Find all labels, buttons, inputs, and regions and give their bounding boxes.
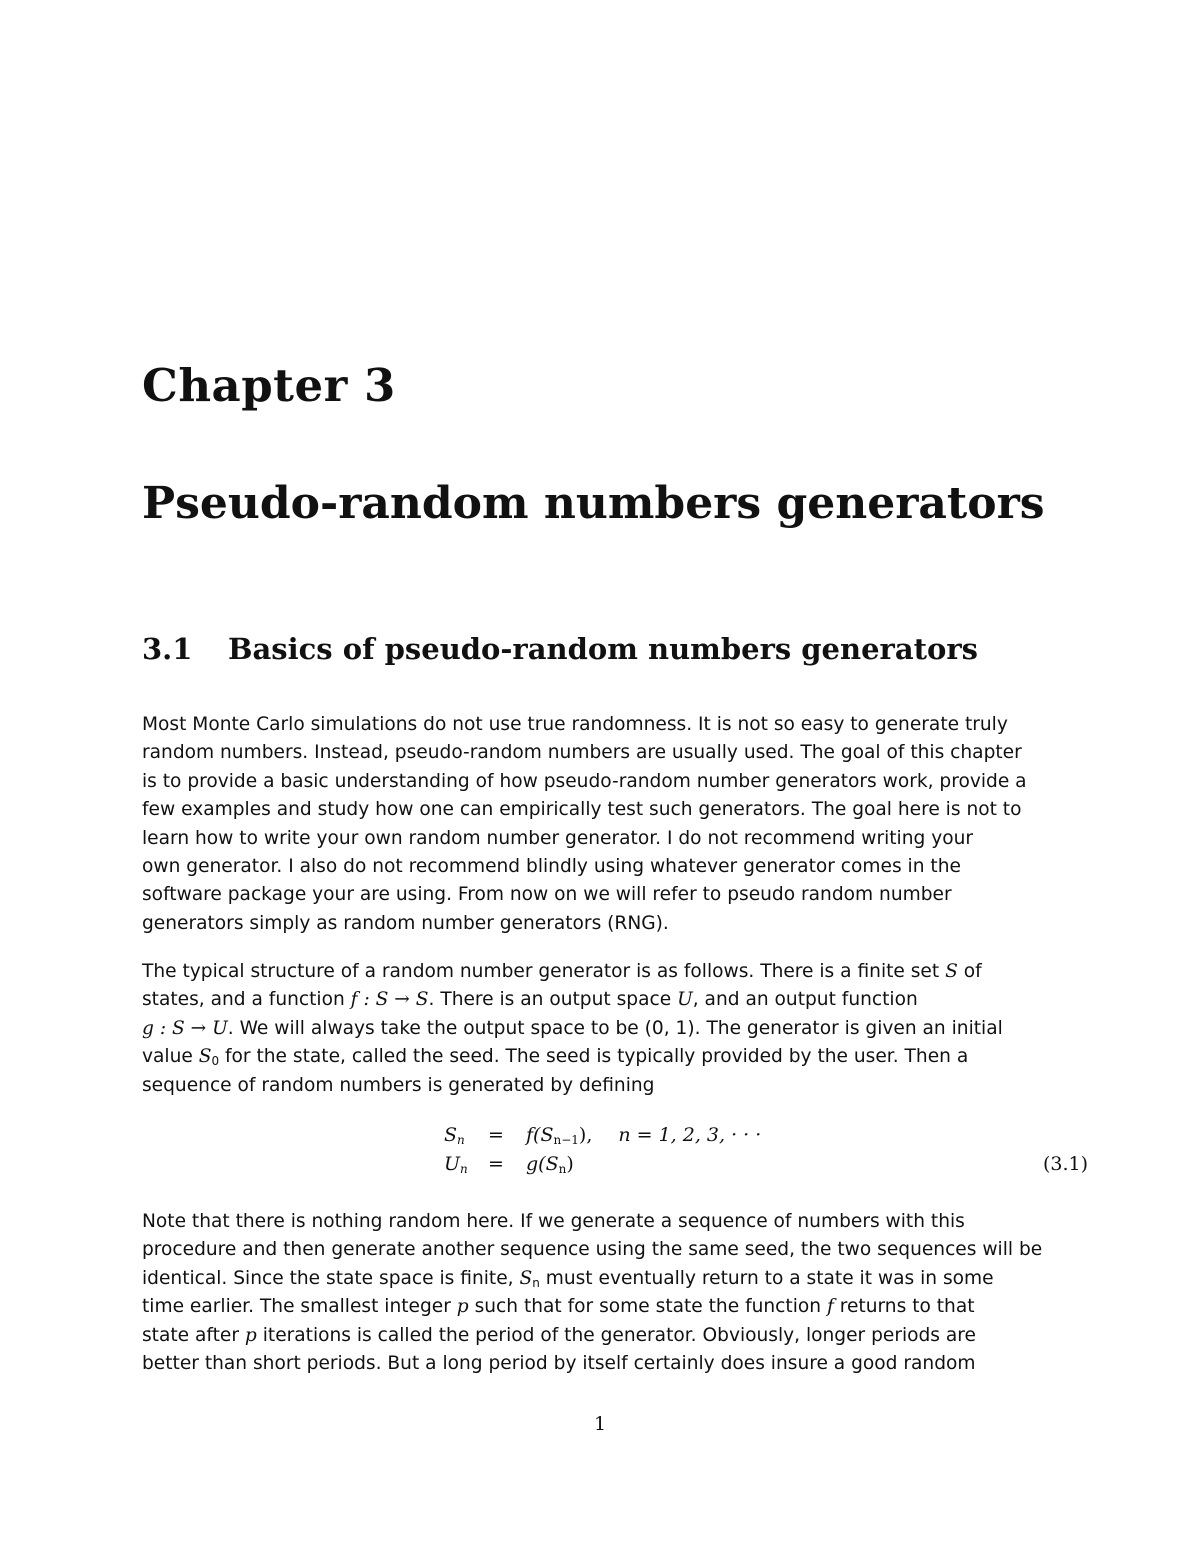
math-subscript: n [457,1133,465,1147]
text-run: such that for some state the function [468,1296,827,1318]
section-number: 3.1 [142,632,193,666]
text-line: Most Monte Carlo simulations do not use true randomness. It is not so easy to generate truly [142,714,1008,735]
equation-rhs [526,1153,574,1175]
math-symbol: p [456,1296,469,1318]
text-run: identical. Since the state space is finite, [142,1267,520,1289]
text-line [142,1043,1088,1071]
text-run: The typical structure of a random number generator is as follows. There is a finite set [142,961,946,982]
text-line: sequence of random numbers is generated by defining [142,1074,655,1096]
equation-condition: n = 1, 2, 3, · · · [618,1124,762,1146]
math-symbol: p [244,1324,257,1346]
math-symbol: U [444,1153,461,1175]
equation-row [142,1153,1088,1183]
math-symbol: f [526,1124,534,1146]
equation-block [142,1120,1088,1184]
equation-relation: = [488,1153,504,1175]
paragraph-structure [142,958,1088,1100]
text-line: better than short periods. But a long period by itself certainly does insure a good random [142,1353,976,1375]
math-symbol: (S [538,1153,559,1175]
equation-relation: = [488,1124,504,1146]
text-line: is to provide a basic understanding of how pseudo-random number generators work, provide a [142,770,1027,792]
text-run: value [142,1046,199,1068]
text-run: . We will always take the output space to be (0, 1). The generator is given an initial [227,1017,1003,1039]
math-symbol: (S [533,1124,554,1146]
math-subscript: 0 [211,1054,220,1069]
equation-rhs [526,1124,761,1146]
math-subscript: n [460,1162,468,1176]
chapter-label: Chapter 3 [142,359,396,412]
math-symbol: ), [578,1124,593,1146]
text-line [142,1265,1088,1293]
text-line: Note that there is nothing random here. If we generate a sequence of numbers with this [142,1211,965,1232]
math-symbol: S [444,1124,458,1146]
text-run: time earlier. The smallest integer [142,1296,457,1318]
math-expression: f : S → S [350,989,429,1011]
math-subscript: n−1 [553,1133,579,1147]
math-expression: g : S → U [142,1017,228,1039]
text-line: random numbers. Instead, pseudo-random numbers are usually used. The goal of this chapter [142,742,1022,764]
text-line: own generator. I also do not recommend blindly using whatever generator comes in the [142,856,961,878]
text-line [142,1015,1088,1043]
math-symbol: U [677,989,693,1011]
text-line: software package your are using. From now on we will refer to pseudo random number [142,884,952,906]
paragraph-period [142,1208,1088,1378]
text-line: learn how to write your own random number generator. I do not recommend writing your [142,827,974,849]
text-run: for the state, called the seed. The seed is typically provided by the user. Then a [219,1046,969,1068]
equation-lhs [444,1124,465,1146]
text-run: . There is an output space [428,989,678,1011]
math-symbol: g [526,1153,539,1175]
math-subscript: n [532,1275,540,1290]
equation-lhs [444,1153,468,1175]
section-heading [142,629,978,669]
text-line [142,986,1088,1014]
math-subscript: n [558,1162,567,1176]
equation-number: (3.1) [1042,1153,1088,1175]
text-run: states, and a function [142,989,351,1011]
math-symbol: S [198,1046,212,1068]
text-line [142,958,1088,986]
math-symbol: f [826,1296,834,1318]
text-run: returns to that [833,1296,975,1318]
math-symbol: S [519,1267,533,1289]
text-line: few examples and study how one can empirically test such generators. The goal here is not to [142,799,1022,821]
text-line [142,1293,1088,1321]
math-symbol: S [945,961,958,982]
paragraph-intro [142,711,1088,938]
text-line: procedure and then generate another sequence using the same seed, the two sequences will be [142,1239,1043,1261]
text-run: state after [142,1324,245,1346]
page-number: 1 [593,1413,607,1435]
text-run: iterations is called the period of the generator. Obviously, longer periods are [256,1324,976,1346]
text-line [142,1322,1088,1350]
text-run: of [957,961,982,982]
text-run: must eventually return to a state it was in some [539,1267,994,1289]
chapter-title: Pseudo-random numbers generators [142,478,1045,529]
text-line: generators simply as random number generators (RNG). [142,912,669,934]
equation-row [142,1124,1088,1154]
text-run: , and an output function [692,989,918,1011]
section-title: Basics of pseudo-random numbers generators [228,632,978,666]
math-symbol: ) [566,1153,574,1175]
